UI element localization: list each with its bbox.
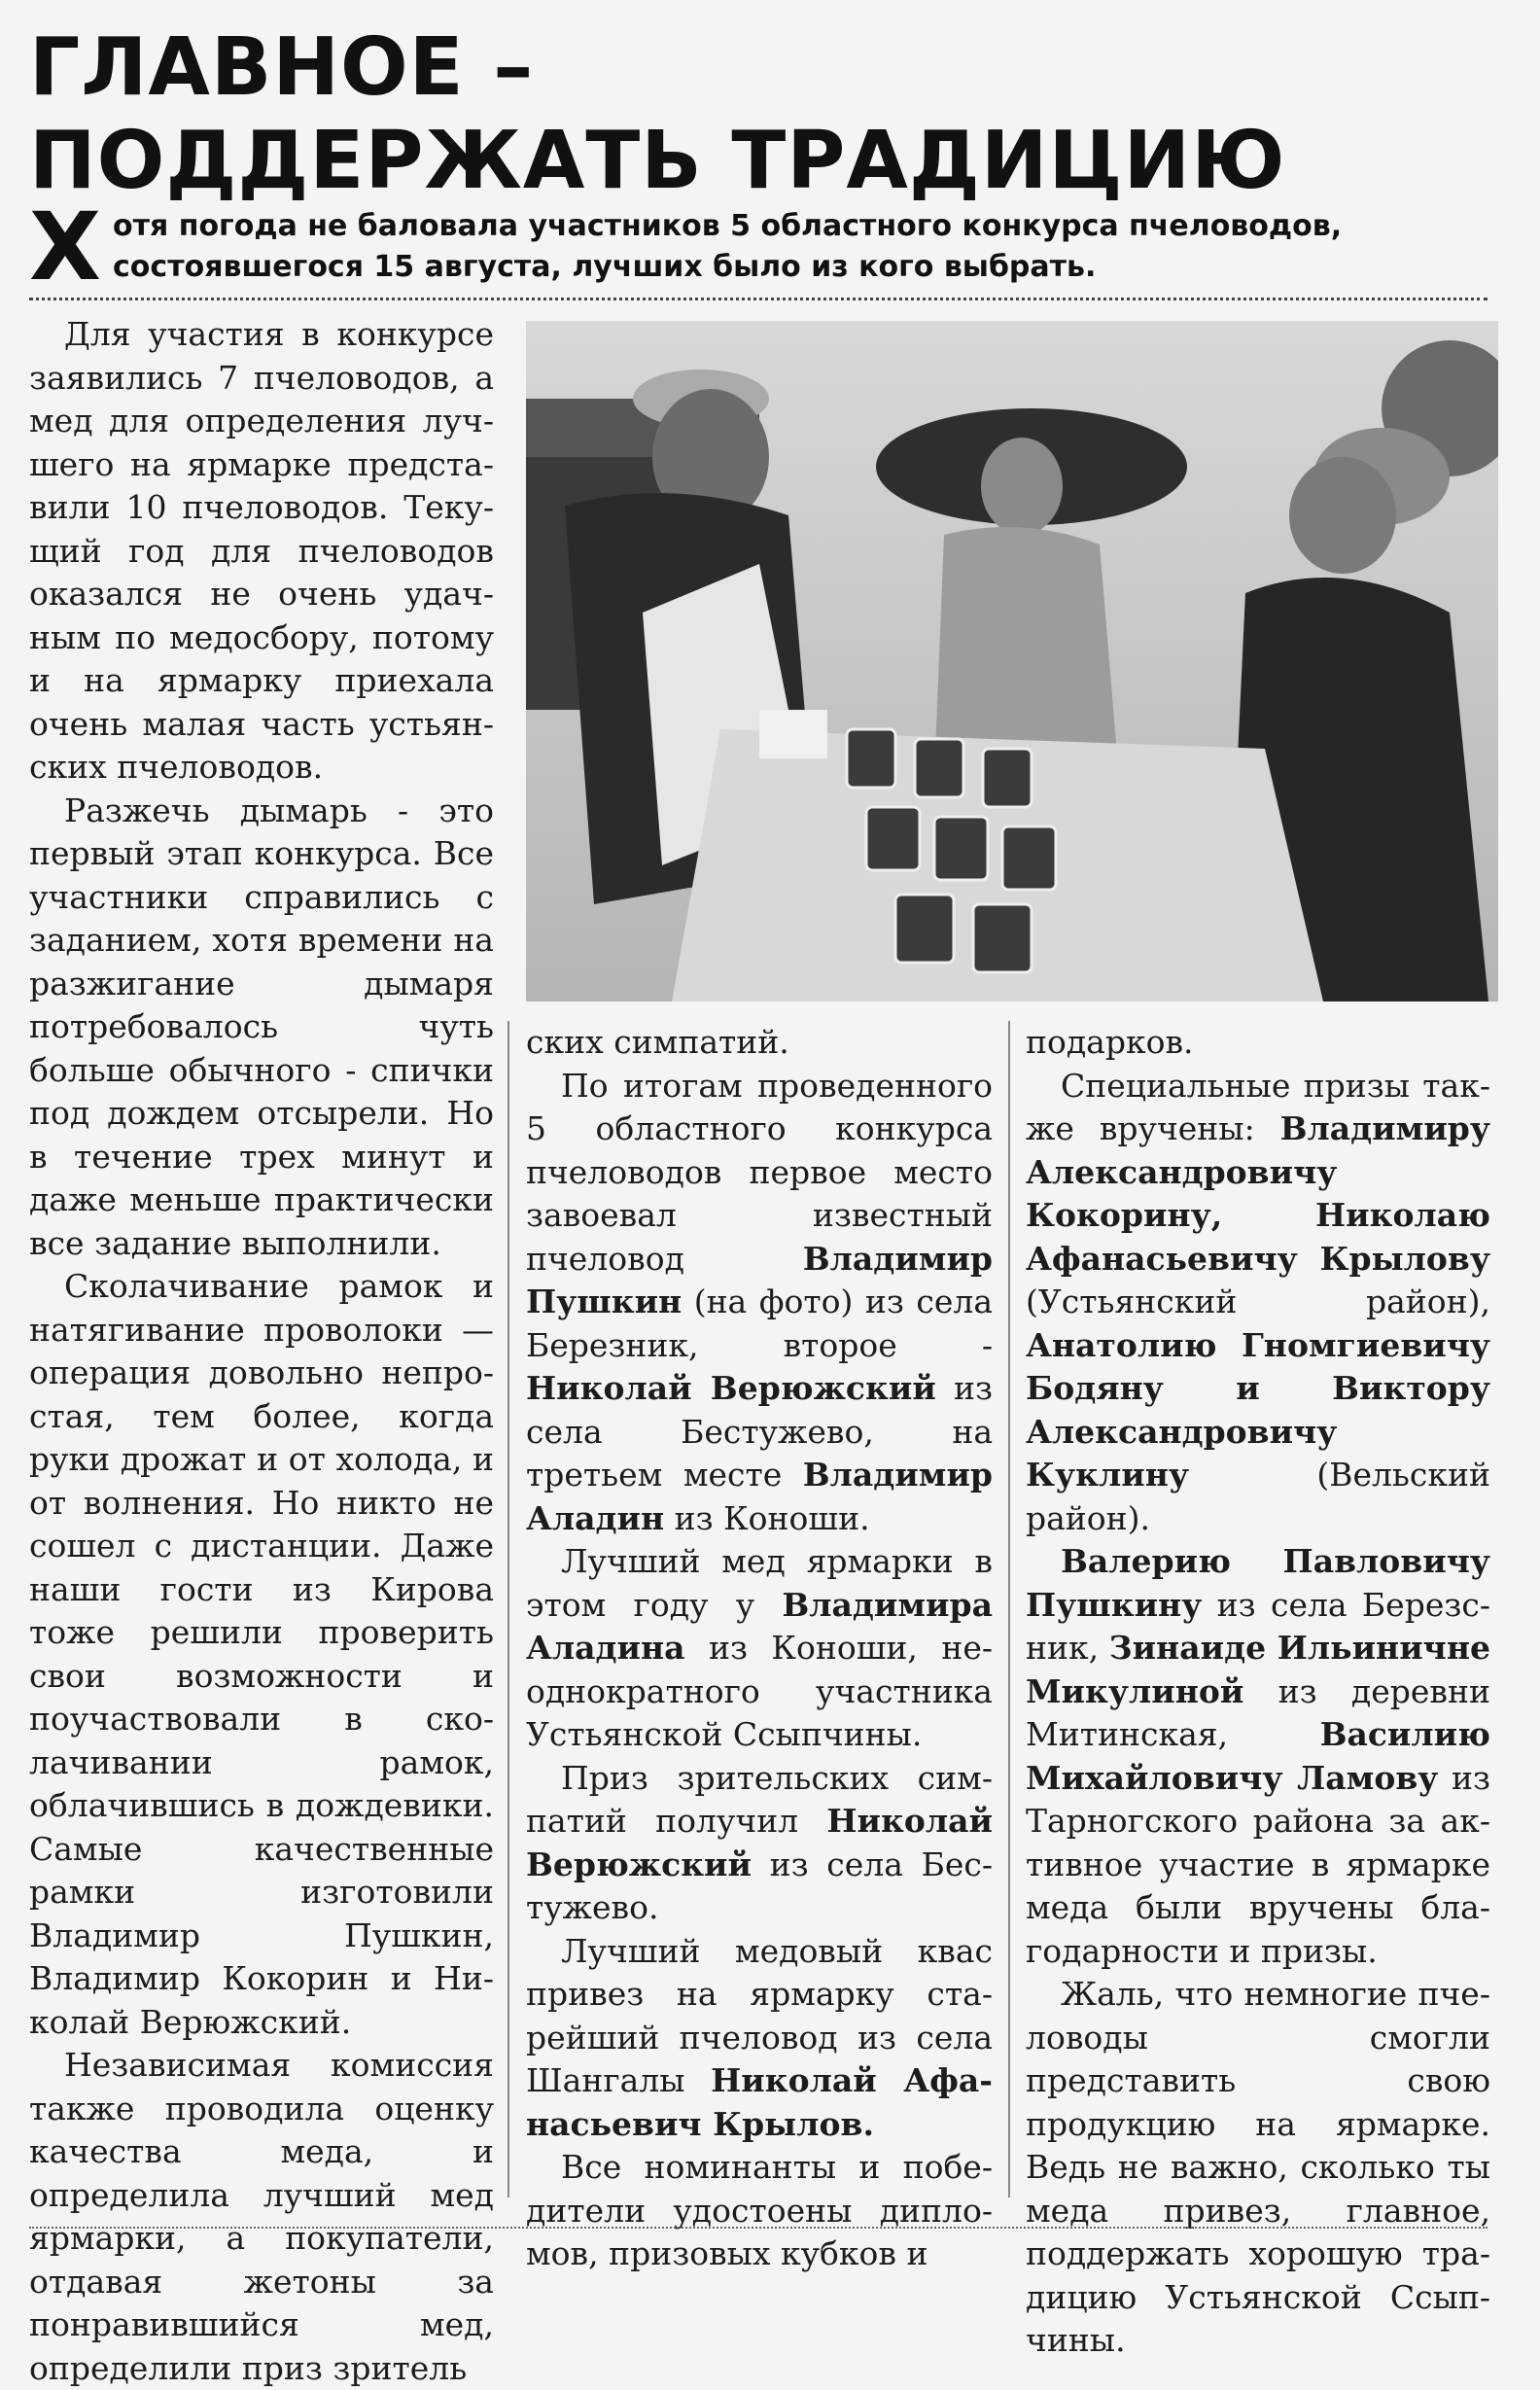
paragraph: Разжечь дымарь - это первый этап конкурса. Все участники справились с заданием, хотя времени на разжигание дымаря потребовалось чуть больше обычного - спички под дождем отсырели. Но в течение трех минут и даже меньше практически все задание выполнили.	[29, 791, 494, 1262]
paragraph: Валерию Павловичу Пушкину из села Березсник, Зинаиде Ильиничне Микулиной из деревни Митинская, Василию Михайловичу Ламову из Тарногского района за активное участие в ярмарке меда были вручены благодарности и призы.	[1026, 1542, 1490, 1970]
paragraph: Для участия в конкурсе заявились 7 пчеловодов, а мед для определения лучшего на ярмарке представили 10 пчеловодов. Текущий год для пчеловодов оказался не очень удачным по медосбору, потому и на ярмарку приехала очень малая часть устьянских пчеловодов.	[29, 315, 494, 786]
article-column-1	[29, 313, 494, 2390]
column-divider	[1008, 1021, 1010, 2197]
lead-dropcap: Х	[29, 193, 102, 301]
paragraph: Все номинанты и победители удостоены дипломов, призовых кубков и	[526, 2148, 993, 2272]
paragraph: Лучший медовый квас привез на ярмарку старейший пчеловод из села Шангалы Николай Афанасьевич Крылов.	[526, 1931, 993, 2143]
article-column-2	[526, 1021, 993, 2276]
paragraph: подарков.	[1026, 1023, 1194, 1061]
headline-line-1: ГЛАВНОЕ –	[29, 21, 535, 114]
paragraph: По итогам проведенного 5 областного конкурса пчеловодов первое место завоевал известный пчеловод Владимир Пушкин (на фото) из села Березник, второе - Николай Верюжский из села Бестужево, на третьем месте Владимир Аладин из Коноши.	[526, 1066, 993, 1537]
paragraph: Сколачивание рамок и натягивание проволоки — операция довольно непростая, тем более, когда руки дрожат и от холода, и от волнения. Но никто не сошел с дистанции. Даже наши гости из Кирова тоже решили проверить свои возможности и поучаствовали в сколачивании рамок, облачившись в дождевики. Самые качественные рамки изготовили Владимир Пушкин, Владимир Кокорин и Николай Верюжский.	[29, 1267, 494, 2041]
column-divider	[508, 1021, 509, 2197]
article-column-3	[1026, 1021, 1490, 2363]
paragraph: Приз зрительских симпатий получил Николай Верюжский из села Бестужево.	[526, 1758, 993, 1926]
headline	[29, 21, 1507, 208]
paragraph: Лучший мед ярмарки в этом году у Владимира Аладина из Коноши, неоднократного участника Устьянской Ссыпчины.	[526, 1542, 993, 1753]
article-photo	[526, 321, 1498, 1002]
paragraph: Специальные призы также вручены: Владимиру Александровичу Кокорину, Николаю Афанасьевичу Крылову (Устьянский район), Анатолию Гномгиевичу Бодяну и Виктору Александровичу Куклину (Вельский район).	[1026, 1066, 1490, 1537]
lead-text: отя погода не баловала участников 5 областного конкурса пчеловодов, состоявшегося 15 августа, лучших было из кого выбрать.	[113, 209, 1343, 284]
footer-divider	[29, 2227, 1488, 2229]
header-divider	[29, 298, 1488, 300]
lead-paragraph	[29, 193, 1507, 301]
photo-beekeeper-fair-icon	[526, 321, 1498, 1002]
paragraph: Независимая комиссия также проводила оценку качества меда, и определила лучший мед ярмарки, а покупатели, отдавая жетоны за понравившийся мед, определили приз зритель	[29, 2046, 494, 2387]
paragraph: ских симпатий.	[526, 1023, 789, 1061]
headline-line-2: ПОДДЕРЖАТЬ ТРАДИЦИЮ	[29, 115, 1286, 207]
paragraph: Жаль, что немногие пчеловоды смогли представить свою продукцию на ярмарке. Ведь не важно, сколько ты меда привез, главное, поддержать хорошую традицию Устьянской Ссыпчины.	[1026, 1975, 1490, 2359]
